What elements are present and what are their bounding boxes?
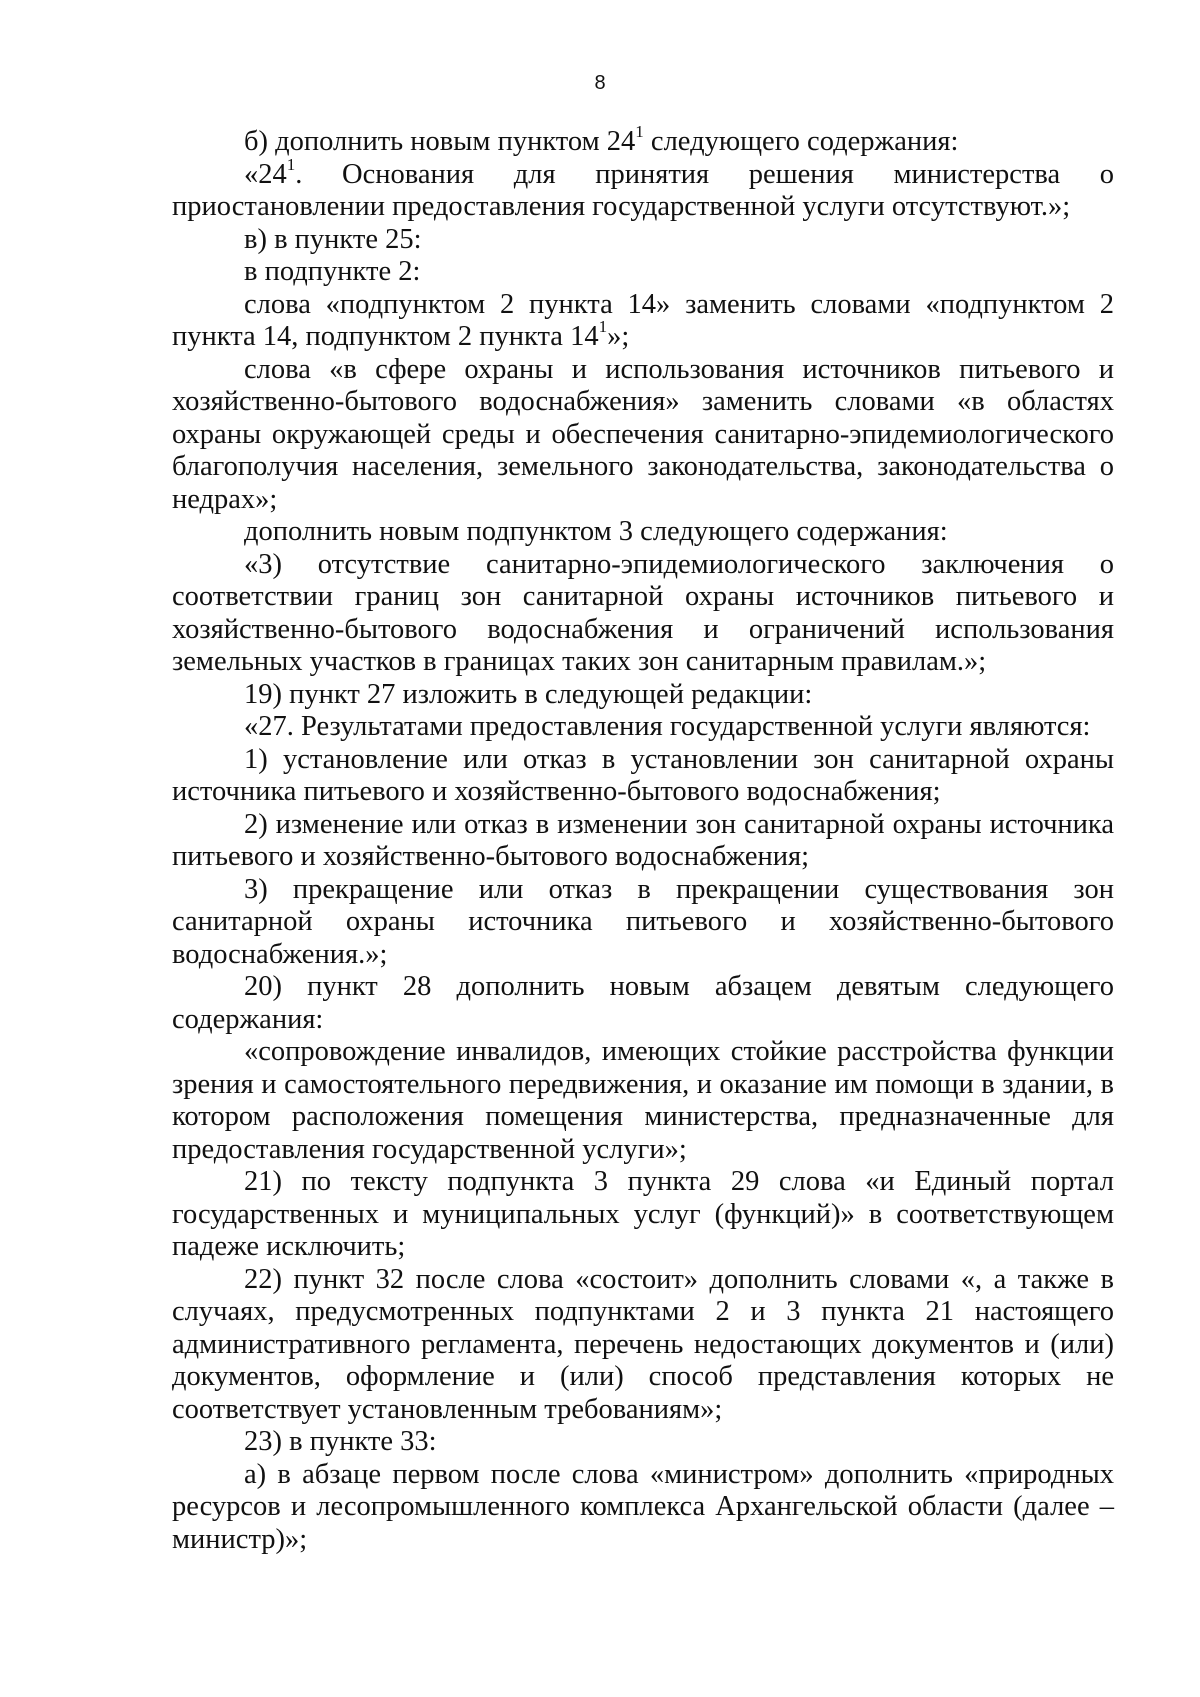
paragraph: 22) пункт 32 после слова «состоит» дополнить словами «, а также в случаях, предусмотренных подпунктами 2 и 3 пункта 21 настоящего административного регламента, перечень недостающих документов и (или) документов, оформление и (или) способ представления которых не соответствует установленным требованиям»; <box>172 1263 1114 1425</box>
paragraph: 21) по тексту подпункта 3 пункта 29 слова «и Единый портал государственных и муниципальных услуг (функций)» в соответствующем падеже исключить; <box>172 1166 1114 1262</box>
paragraph: 2) изменение или отказ в изменении зон санитарной охраны источника питьевого и хозяйственно-бытового водоснабжения; <box>172 808 1114 872</box>
paragraph: «27. Результатами предоставления государственной услуги являются: <box>244 711 1091 742</box>
paragraph: в подпункте 2: <box>244 256 421 287</box>
paragraph: слова «подпунктом 2 пункта 14» заменить словами «подпунктом 2 пункта 14, подпунктом 2 пункта $14^1$»; <box>172 288 1114 352</box>
paragraph: «$24^1$. Основания для принятия решения министерства о приостановлении предоставления государственной услуги отсутствуют.»; <box>172 154 1114 222</box>
paragraph: «сопровождение инвалидов, имеющих стойкие расстройства функции зрения и самостоятельного передвижения, и оказание им помощи в здании, в котором расположения помещения министерства, предназначенные для предоставления государственной услуги»; <box>172 1036 1114 1165</box>
paragraph: «3) отсутствие санитарно-эпидемиологического заключения о соответствии границ зон санитарной охраны источников питьевого и хозяйственно-бытового водоснабжения и ограничений использования земельных участков в границах таких зон санитарным правилам.»; <box>172 548 1114 677</box>
paragraph: 1) установление или отказ в установлении зон санитарной охраны источника питьевого и хозяйственно-бытового водоснабжения; <box>172 743 1114 807</box>
paragraph: 3) прекращение или отказ в прекращении существования зон санитарной охраны источника питьевого и хозяйственно-бытового водоснабжения.»; <box>172 873 1114 970</box>
paragraph: 23) в пункте 33: <box>244 1426 437 1457</box>
paragraph: б) дополнить новым пунктом $24^1$ следующего содержания: <box>244 122 959 157</box>
paragraph: в) в пункте 25: <box>244 223 422 255</box>
paragraph: дополнить новым подпунктом 3 следующего содержания: <box>244 516 948 547</box>
paragraph: слова «в сфере охраны и использования источников питьевого и хозяйственно-бытового водоснабжения» заменить словами «в областях охраны окружающей среды и обеспечения санитарно-эпидемиологического благополучия населения, земельного законодательства, законодательства о недрах»; <box>172 353 1114 515</box>
paragraph: 19) пункт 27 изложить в следующей редакции: <box>244 678 813 710</box>
paragraph: а) в абзаце первом после слова «министром» дополнить «природных ресурсов и лесопромышленного комплекса Архангельской области (далее – министр)»; <box>172 1458 1114 1555</box>
paragraph: 20) пункт 28 дополнить новым абзацем девятым следующего содержания: <box>172 971 1114 1035</box>
document-body <box>172 122 1114 1556</box>
page-number: 8 <box>594 72 606 94</box>
